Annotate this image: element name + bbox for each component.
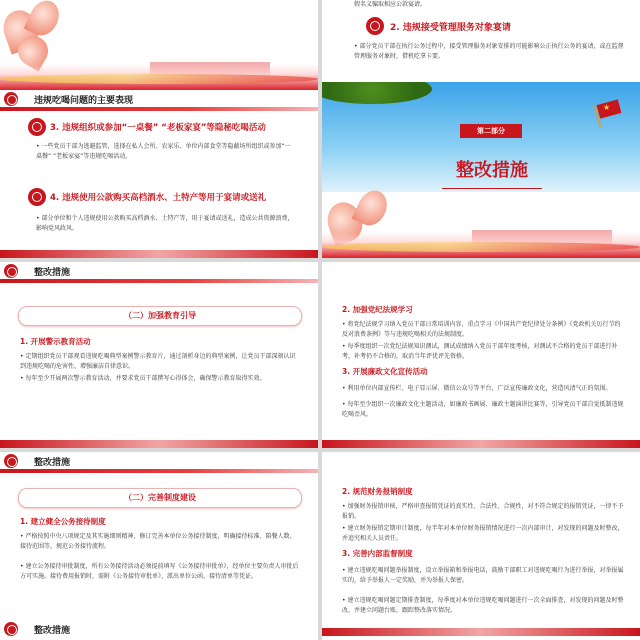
bullet-text: • 建立违规吃喝问题定期排查制度，每季度对本单位违规吃喝问题进行一次全面排查，对发现的问题及时整改，并建立问题台账，跟踪整改落实情况。: [342, 597, 624, 614]
bullet-text: • 每年至少组织一次廉政文化主题活动，如廉政书画展、廉政主题演讲比赛等，引导党员干部自觉抵制违规吃喝歪风。: [342, 401, 624, 418]
subsection-heading: 2. 加强党纪法规学习: [342, 305, 413, 314]
slide-3-thumbnail[interactable]: [0, 90, 318, 258]
star-icon: ★: [603, 103, 611, 112]
header-band: [0, 279, 318, 283]
subsection-heading: 1. 建立健全公务接待制度: [20, 517, 106, 526]
footer-band: [322, 440, 640, 448]
header-title: 整改措施: [34, 458, 71, 468]
gold-wave-decoration: [322, 242, 640, 252]
bullet-text: • 定期组织党员干部观看违规吃喝典型案例警示教育片，通过剖析身边的典型案例，让党员干部深刻认识到违规吃喝的危害性，增强廉洁自律意识。: [20, 353, 296, 370]
slide-header: [0, 452, 318, 474]
emblem-icon: [4, 622, 18, 636]
slide-8-thumbnail[interactable]: [322, 452, 640, 640]
title-underline: [442, 188, 542, 189]
emblem-icon: [4, 92, 18, 106]
section-heading: 3. 违规组织或参加“一桌餐” “老板家宴”等隐秘吃喝活动: [50, 123, 266, 133]
subsection-heading: 3. 开展廉政文化宣传活动: [342, 367, 428, 376]
bullet-text: • 将党纪法规学习纳入党员干部日常培训内容，重点学习《中国共产党纪律处分条例》《党政机关厉行节约反对浪费条例》等与违规吃喝相关的法规制度。: [342, 321, 621, 338]
footer-band: [0, 440, 318, 448]
header-title: 整改措施: [34, 268, 71, 278]
part-badge: 第二部分: [460, 124, 522, 138]
header-title: 整改措施: [34, 626, 71, 636]
subsection-heading: 3. 完善内部监督制度: [342, 549, 413, 558]
header-band: [0, 107, 318, 111]
cover-title: 整改措施: [456, 160, 528, 181]
bullet-text: • 建立公务接待审批制度，所有公务接待活动必须提前填写《公务接待审批单》，经单位主要负责人审批后方可实施。接待费用报销时，需附《公务接待审批单》、派出单位公函、接待清单等凭证。: [20, 563, 299, 580]
slide-text: 假名义骗取相应公款宴请。: [354, 1, 427, 8]
slide-6-thumbnail[interactable]: [322, 262, 640, 448]
slide-7-thumbnail[interactable]: [0, 452, 318, 640]
bullet-text: • 建立违规吃喝问题举报制度，设立举报箱和举报电话，鼓励干部职工对违规吃喝行为进行举报，对举报属实的，给予举报人一定奖励，并为举报人保密。: [342, 567, 624, 584]
slide-header: [0, 90, 318, 112]
next-slide-header: [0, 620, 318, 640]
section-icon: [366, 17, 384, 35]
bullet-text: • 加强财务报销审核，严格审查报销凭证的真实性、合法性、合规性，对不符合规定的报销凭证，一律不予报销。: [342, 503, 624, 520]
bullet-text: • 利用单位内部宣传栏、电子显示屏、微信公众号等平台，广泛宣传廉政文化，营造风清气正的氛围。: [342, 385, 612, 392]
footer-band: [0, 250, 318, 258]
bullet-text: • 一些党员干部为逃避监管，选择在私人会所、农家乐、单位内部食堂等隐蔽场所组织或参加“一桌餐” “老板家宴”等违规吃喝活动。: [36, 143, 291, 160]
subsection-heading: 2. 规范财务报销制度: [342, 487, 413, 496]
footer-band: [322, 628, 640, 636]
slide-4-thumbnail[interactable]: [322, 82, 640, 258]
gold-wave-decoration: [0, 74, 318, 84]
bullet-text: • 每年至少开展两次警示教育活动，并要求党员干部撰写心得体会，确保警示教育取得实效。: [20, 375, 266, 382]
slide-1-thumbnail[interactable]: [0, 0, 318, 90]
slide-5-thumbnail[interactable]: [0, 262, 318, 448]
emblem-icon: [4, 264, 18, 278]
slide-2-thumbnail[interactable]: [322, 0, 640, 90]
subsection-heading: 1. 开展警示教育活动: [20, 337, 91, 346]
header-band: [0, 469, 318, 473]
emblem-icon: [4, 454, 18, 468]
bullet-text: • 每季度组织一次党纪法规知识测试，测试成绩纳入党员干部年度考核，对测试不合格的党员干部进行补考，补考仍不合格的，取消当年评优评先资格。: [342, 343, 618, 360]
bullet-text: • 部分党员干部在执行公务过程中，接受管理服务对象安排的可能影响公正执行公务的宴请，或在监督管理服务对象时，借机吃拿卡要。: [354, 43, 624, 60]
slide-header: [0, 262, 318, 284]
bullet-text: • 建立财务报销定期审计制度，每半年对本单位财务报销情况进行一次内部审计，对发现的问题及时整改，并追究相关人员责任。: [342, 525, 624, 542]
section-heading: 2. 违规接受管理服务对象宴请: [390, 23, 511, 33]
section-pill: （二）加强教育引导: [18, 306, 302, 326]
section-icon: [28, 118, 46, 136]
section-icon: [28, 188, 46, 206]
bullet-text: • 部分单位和个人违规使用公款购买高档酒水、土特产等，用于宴请或送礼，造成公共资源浪费，影响党风政风。: [36, 215, 294, 232]
section-pill: （二）完善制度建设: [18, 488, 302, 508]
header-title: 违规吃喝问题的主要表现: [34, 96, 134, 106]
bullet-text: • 严格按照中央八项规定及其实施细则精神，修订完善本单位公务接待制度，明确接待标准、陪餐人数、接待范围等，规范公务接待流程。: [20, 533, 296, 550]
section-heading: 4. 违规使用公款购买高档酒水、土特产等用于宴请或送礼: [50, 193, 267, 203]
